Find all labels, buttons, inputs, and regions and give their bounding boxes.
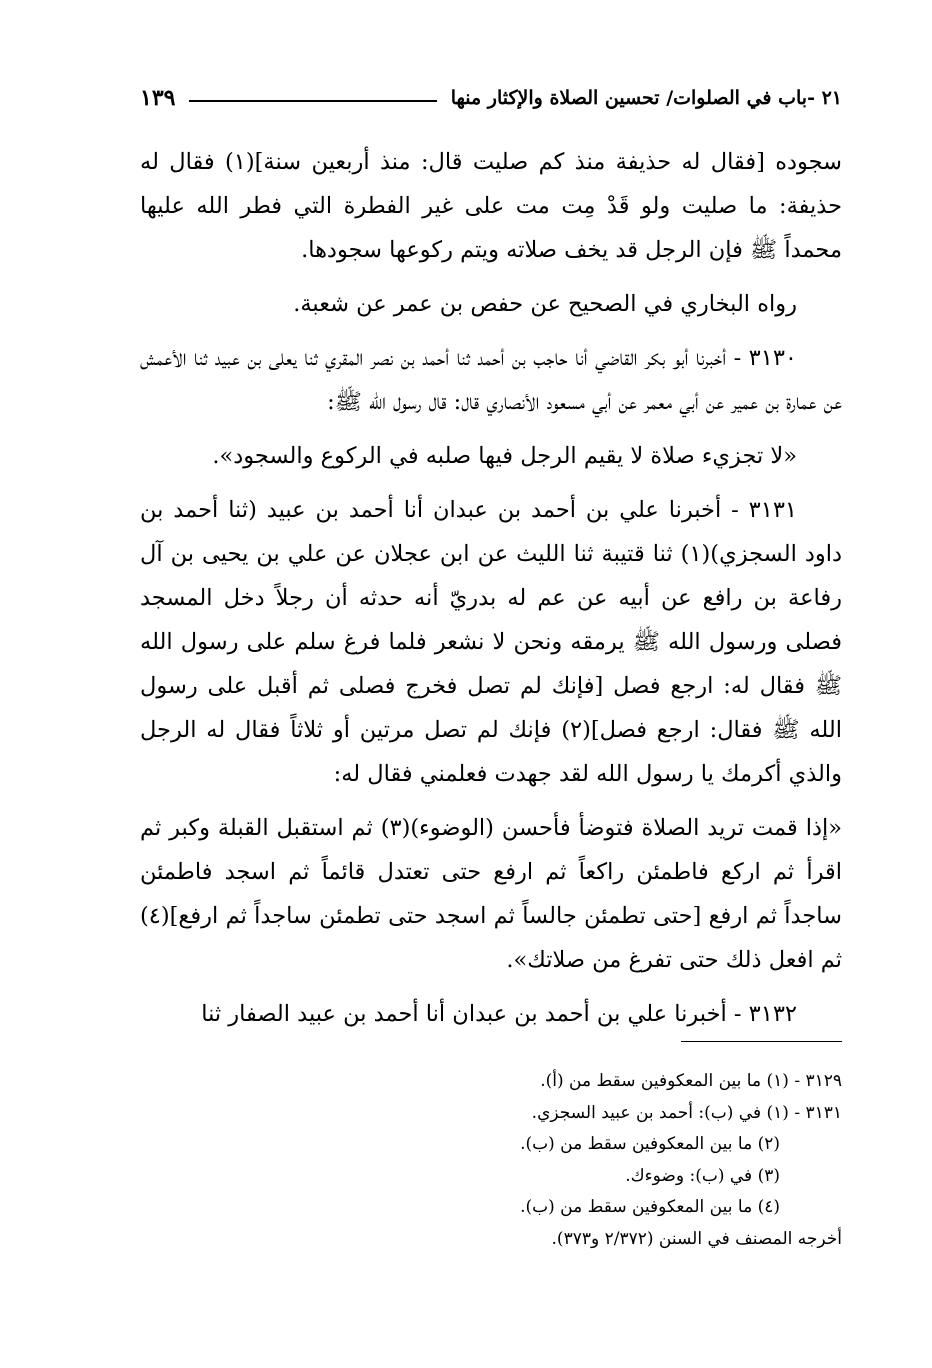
header-rule	[189, 100, 436, 102]
footnote: أخرجه المصنف في السنن (٢/٣٧٢ و٣٧٣).	[551, 1228, 842, 1249]
footnote: ٣١٣١ - (١) في (ب): أحمد بن عبيد السجزي.	[531, 1102, 842, 1123]
hadith-3132-isnad: ٣١٣٢ - أخبرنا علي بن أحمد بن عبدان أنا أحمد بن عبيد الصفار ثنا	[201, 1001, 797, 1027]
running-head: ٢١ -باب في الصلوات/ تحسين الصلاة والإكثار منها	[450, 87, 842, 109]
paragraph: رواه البخاري في الصحيح عن حفص بن عمر عن شعبة.	[293, 291, 797, 317]
paragraph: سجوده [فقال له حذيفة منذ كم صليت قال: منذ أربعين سنة](١) فقال له حذيفة: ما صليت ولو قَدْ مِت مت على غير الفطرة التي فطر الله عليها محمداً ﷺ فإن الرجل قد يخف صلاته ويتم ركوعها سجودها.	[140, 149, 843, 263]
hadith-3131-matn: «إذا قمت تريد الصلاة فتوضأ فأحسن (الوضوء)(٣) ثم استقبل القبلة وكبر ثم اقرأ ثم اركع فاطمئن راكعاً ثم ارفع حتى تعتدل قائماً ثم اسجد فاطمئن ساجداً ثم ارفع [حتى تطمئن جالساً ثم اسجد حتى تطمئن ساجداً ثم ارفع](٤) ثم افعل ذلك حتى تفرغ من صلاتك».	[140, 815, 842, 973]
footnote-separator	[681, 1041, 842, 1042]
footnote: (٤) ما بين المعكوفين سقط من (ب).	[520, 1197, 780, 1217]
hadith-3130-isnad: ٣١٣٠ - أخبرنا أبو بكر القاضي أنا حاجب بن أحمد ثنا أحمد بن نصر المقري ثنا يعلى بن عبيد ثنا الأعمش عن عمارة بن عمير عن أبي معمر عن أبي مسعود الأنصاري قال: قال رسول الله ﷺ:	[140, 345, 842, 415]
footnote: (٣) في (ب): وضوءك.	[625, 1165, 780, 1186]
footnote: ٣١٢٩ - (١) ما بين المعكوفين سقط من (أ).	[540, 1071, 842, 1091]
page-header	[140, 82, 842, 114]
main-text	[140, 140, 842, 1046]
footnotes	[140, 1066, 842, 1255]
hadith-3131-isnad: ٣١٣١ - أخبرنا علي بن أحمد بن عبدان أنا أحمد بن عبيد (ثنا أحمد بن داود السجزي)(١) ثنا قتيبة ثنا الليث عن ابن عجلان عن علي بن يحيى بن آل رفاعة بن رافع عن أبيه عن عم له بدريّ أنه حدثه أن رجلاً دخل المسجد فصلى ورسول الله ﷺ يرمقه ونحن لا نشعر فلما فرغ سلم على رسول الله ﷺ فقال له: ارجع فصل [فإنك لم تصل فخرج فصلى ثم أقبل على رسول الله ﷺ فقال: ارجع فصل](٢) فإنك لم تصل مرتين أو ثلاثاً فقال له الرجل والذي أكرمك يا رسول الله لقد جهدت فعلمني فقال له:	[140, 497, 842, 787]
hadith-3130-matn: «لا تجزيء صلاة لا يقيم الرجل فيها صلبه في الركوع والسجود».	[212, 443, 797, 469]
page-number: ١٣٩	[140, 85, 176, 111]
footnote: (٢) ما بين المعكوفين سقط من (ب).	[520, 1134, 780, 1154]
